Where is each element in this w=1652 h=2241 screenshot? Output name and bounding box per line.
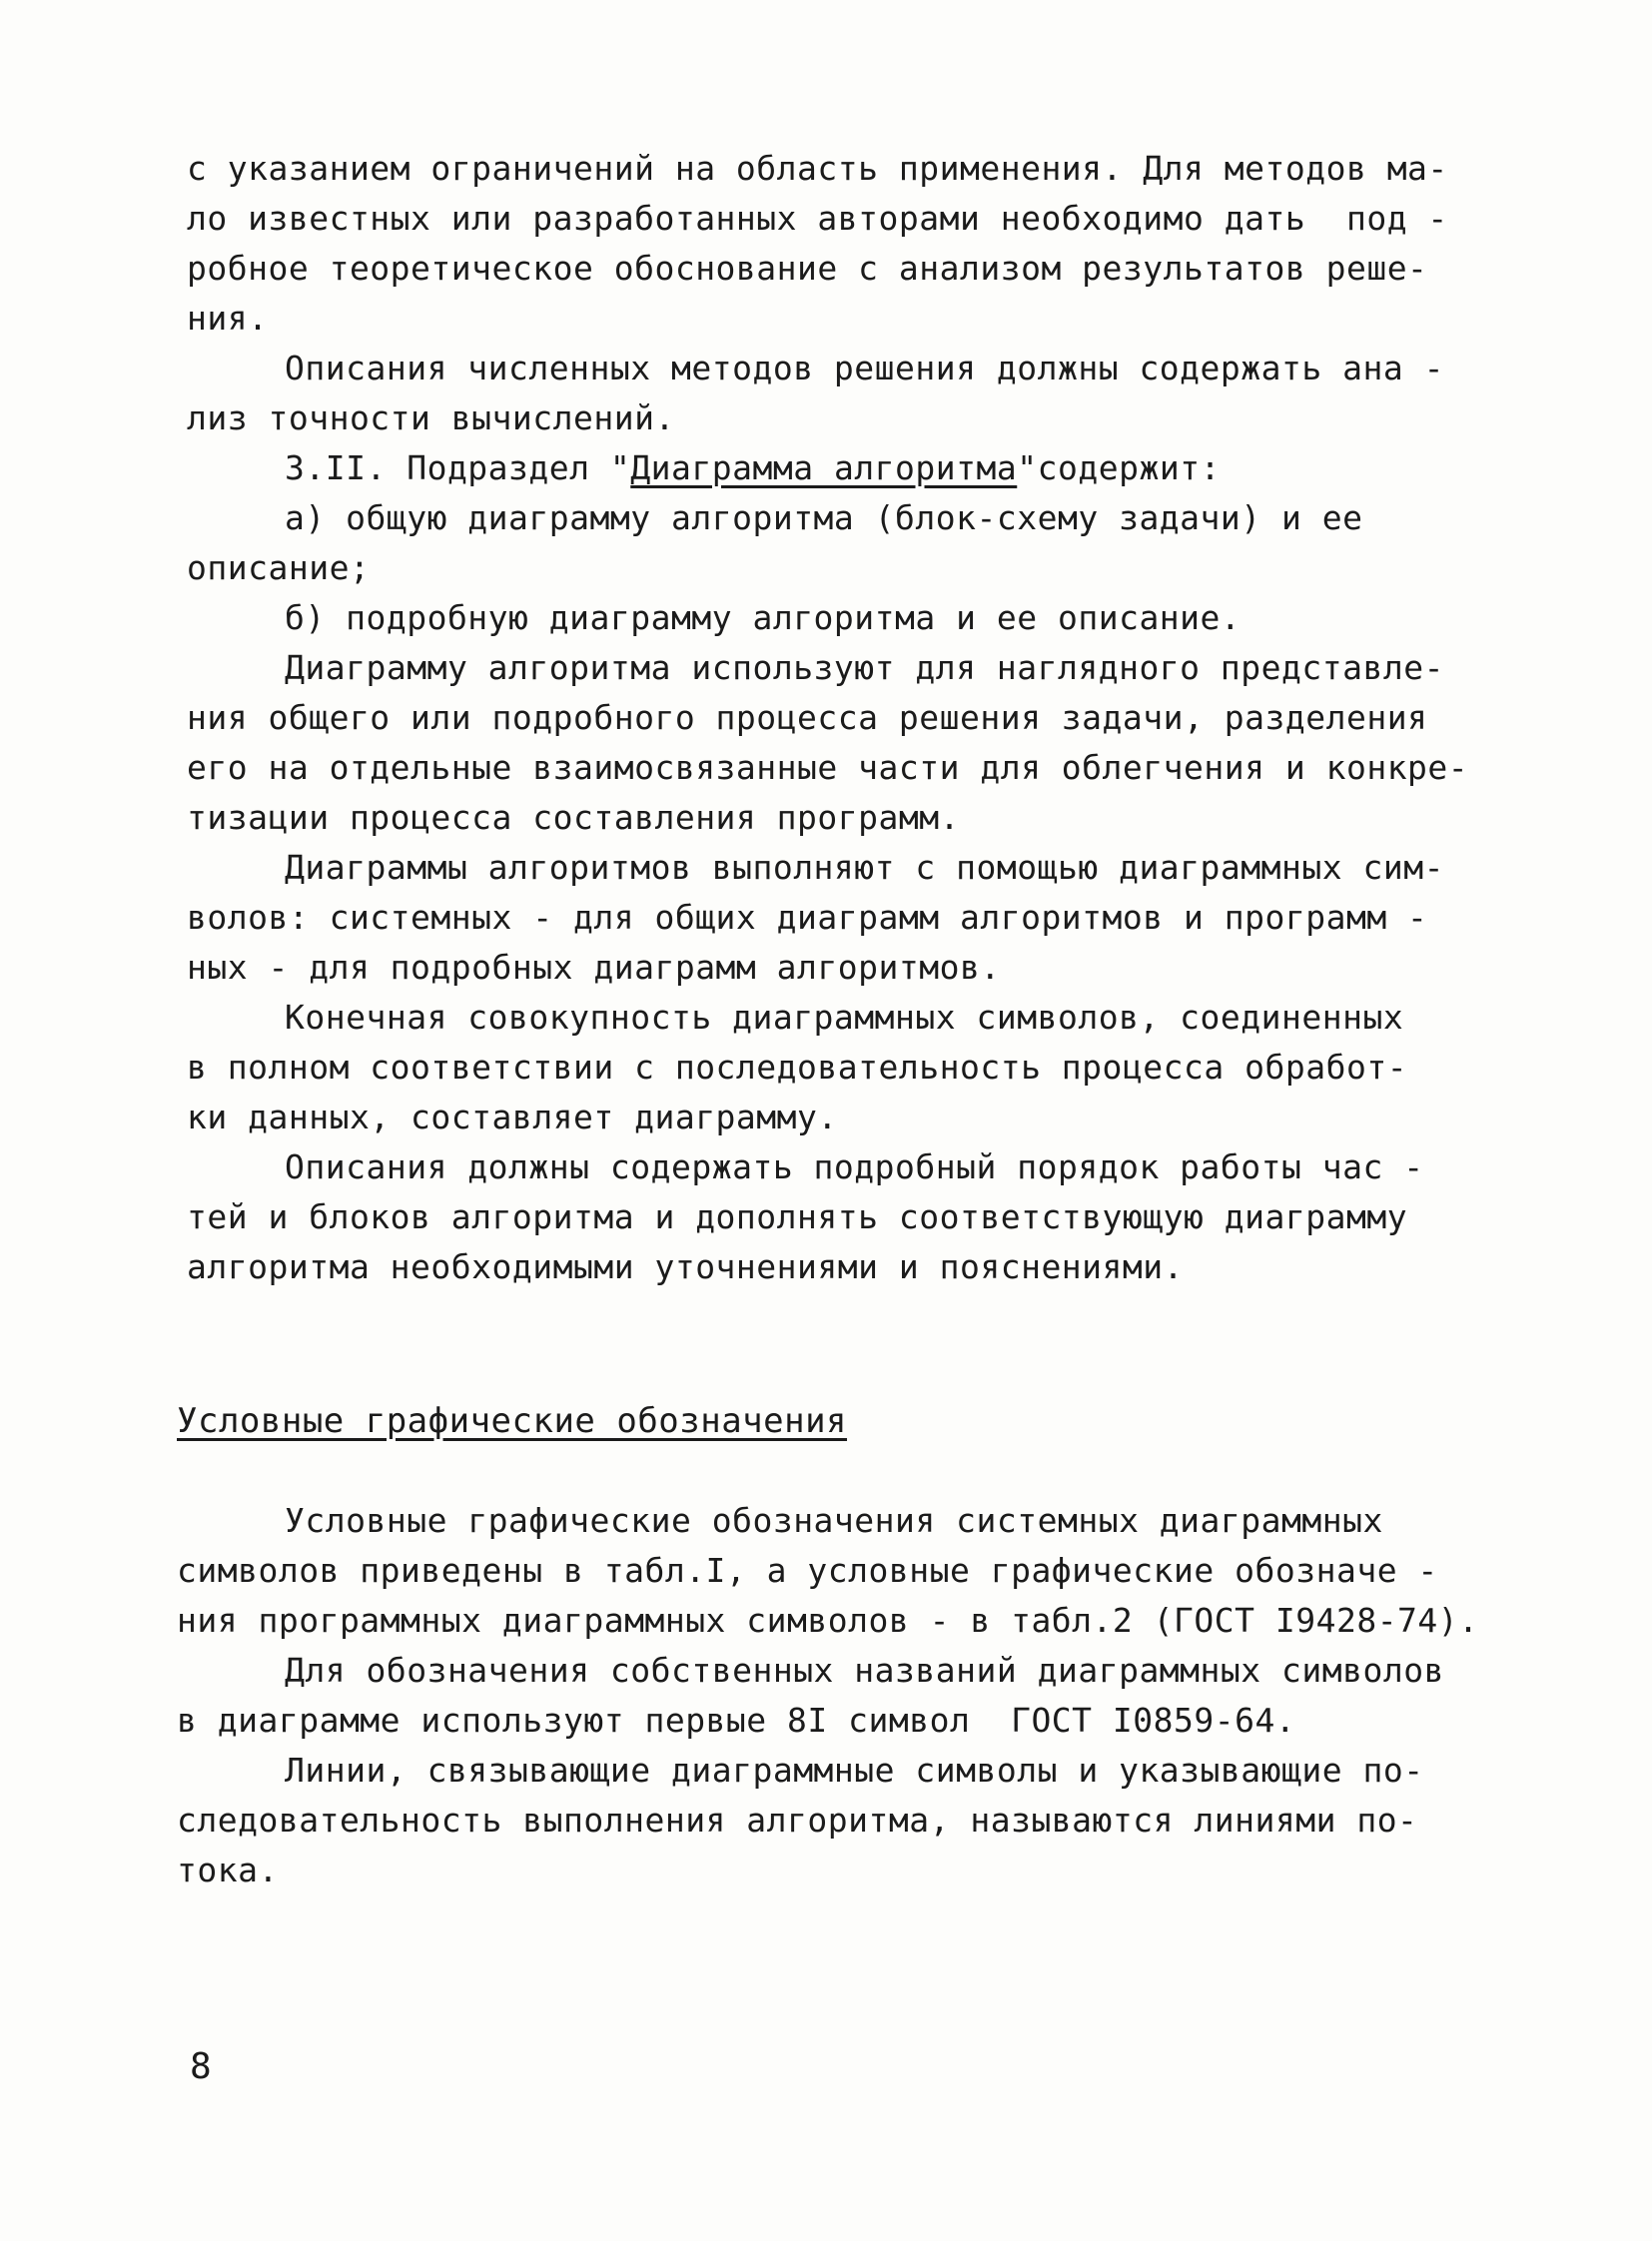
section-suffix: "содержит: [1017,448,1221,487]
text-line: ки данных, составляет диаграмму. [187,1098,838,1136]
text-line: лиз точности вычислений. [187,398,675,437]
text-line: ния общего или подробного процесса решения задачи, разделения [187,698,1428,737]
text-line: Для обозначения собственных названий диаграммных символов [285,1651,1444,1690]
text-line: Линии, связывающие диаграммные символы и указывающие по- [285,1751,1424,1790]
text-line: тей и блоков алгоритма и дополнять соответствующую диаграмму [187,1197,1408,1236]
text-line: ния. [187,299,269,338]
page-number: 8 [190,2046,213,2087]
text-line: Конечная совокупность диаграммных символов, соединенных [285,998,1404,1037]
text-line: в диаграмме используют первые 8I символ ГОСТ I0859-64. [177,1701,1296,1740]
list-item-b: б) подробную диаграмму алгоритма и ее описание. [285,598,1241,637]
text-line: Условные графические обозначения системных диаграммных [285,1501,1383,1540]
text-line: символов приведены в табл.I, а условные графические обозначе - [177,1551,1438,1590]
text-line: волов: системных - для общих диаграмм алгоритмов и программ - [187,898,1428,937]
text-line: следовательность выполнения алгоритма, называются линиями по- [177,1801,1418,1840]
list-item-a-continuation: описание; [187,548,371,587]
text-line: Диаграмму алгоритма используют для наглядного представле- [285,648,1444,687]
subsection-name: Диаграмма алгоритма [630,448,1018,487]
section-3-11-line [285,448,1221,487]
text-line: Диаграммы алгоритмов выполняют с помощью диаграммных сим- [285,848,1444,887]
text-line: в полном соответствии с последовательность процесса обработ- [187,1048,1408,1087]
text-line: робное теоретическое обоснование с анализом результатов реше- [187,249,1428,288]
text-line: Описания численных методов решения должны содержать ана - [285,349,1444,387]
text-line: с указанием ограничений на область применения. Для методов ма- [187,149,1448,188]
text-line: его на отдельные взаимосвязанные части для облегчения и конкре- [187,748,1469,787]
list-item-a: а) общую диаграмму алгоритма (блок-схему задачи) и ее [285,498,1363,537]
section-prefix: 3.II. Подраздел " [285,448,631,487]
text-line: Описания должны содержать подробный порядок работы час - [285,1147,1424,1186]
text-line: ния программных диаграммных символов - в табл.2 (ГОСТ I9428-74). [177,1601,1479,1640]
text-line: тока. [177,1851,279,1889]
section-heading: Условные графические обозначения [177,1401,848,1441]
text-line: ло известных или разработанных авторами необходимо дать под - [187,199,1448,238]
text-line: ных - для подробных диаграмм алгоритмов. [187,948,1001,987]
text-line: алгоритма необходимыми уточнениями и пояснениями. [187,1247,1185,1286]
text-line: тизации процесса составления программ. [187,798,960,837]
